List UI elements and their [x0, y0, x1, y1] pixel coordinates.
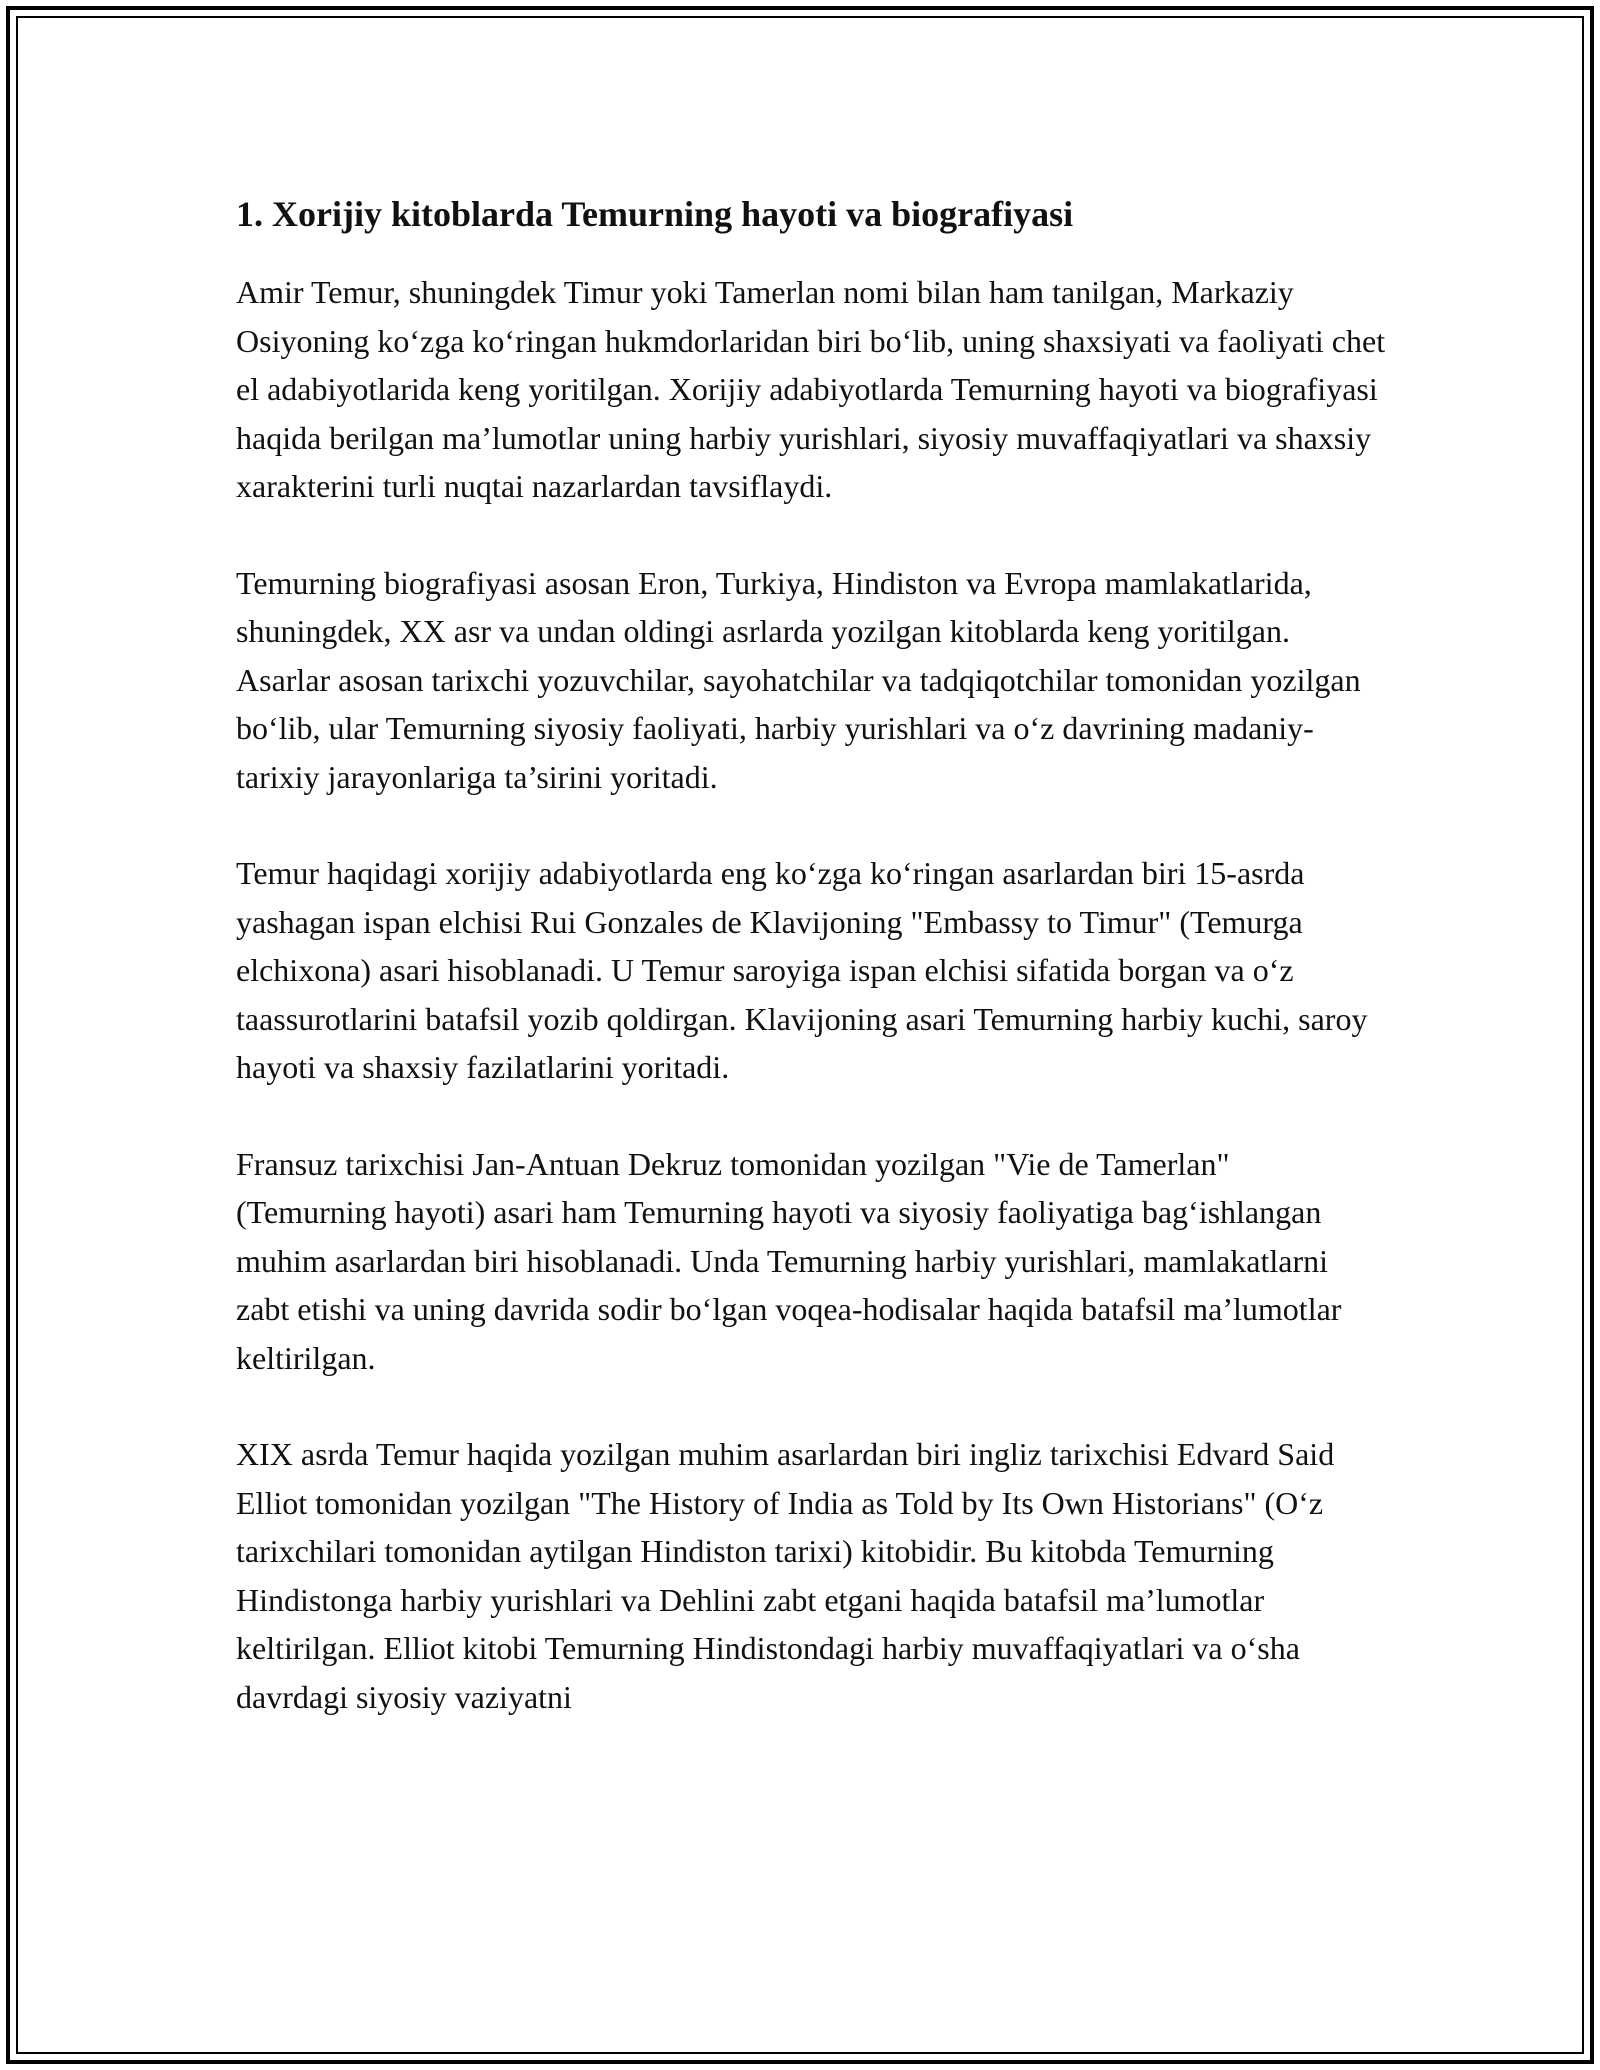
- section-heading: 1. Xorijiy kitoblarda Temurning hayoti va biografiyasi: [236, 194, 1074, 234]
- paragraph-1: Amir Temur, shuningdek Timur yoki Tamerlan nomi bilan ham tanilgan, Markaziy Osiyoning ko‘zga ko‘ringan hukmdorlaridan biri bo‘lib, uning shaxsiyati va faoliyati chet el adabiyotlarida keng yoritilgan. Xorijiy adabiyotlarda Temurning hayoti va biografiyasi haqida berilgan ma’lumotlar uning harbiy yurishlari, siyosiy muvaffaqiyatlari va shaxsiy xarakterini turli nuqtai nazarlardan tavsiflaydi.: [236, 274, 1386, 504]
- paragraph-4: Fransuz tarixchisi Jan-Antuan Dekruz tomonidan yozilgan "Vie de Tamerlan" (Temurning hayoti) asari ham Temurning hayoti va siyosiy faoliyatiga bag‘ishlangan muhim asarlardan biri hisoblanadi. Unda Temurning harbiy yurishlari, mamlakatlarni zabt etishi va uning davrida sodir bo‘lgan voqea-hodisalar haqida batafsil ma’lumotlar keltirilgan.: [236, 1145, 1342, 1376]
- paragraph-5: XIX asrda Temur haqida yozilgan muhim asarlardan biri ingliz tarixchisi Edvard Said Elliot tomonidan yozilgan "The History of India as Told by Its Own Historians" (O‘z tarixchilari tomonidan aytilgan Hindiston tarixi) kitobidir. Bu kitobda Temurning Hindistonga harbiy yurishlari va Dehlini zabt etgani haqida batafsil ma’lumotlar keltirilgan. Elliot kitobi Temurning Hindistondagi harbiy muvaffaqiyatlari va o‘sha davrdagi siyosiy vaziyatni: [236, 1436, 1335, 1715]
- paragraph-3: Temur haqidagi xorijiy adabiyotlarda eng ko‘zga ko‘ringan asarlardan biri 15-asrda yashagan ispan elchisi Rui Gonzales de Klavijoning "Embassy to Timur" (Temurga elchixona) asari hisoblanadi. U Temur saroyiga ispan elchisi sifatida borgan va o‘z taassurotlarini batafsil yozib qoldirgan. Klavijoning asari Temurning harbiy kuchi, saroy hayoti va shaxsiy fazilatlarini yoritadi.: [236, 855, 1368, 1085]
- document-body: [236, 186, 1386, 1769]
- paragraph-2: Temurning biografiyasi asosan Eron, Turkiya, Hindiston va Evropa mamlakatlarida, shuningdek, XX asr va undan oldingi asrlarda yozilgan kitoblarda keng yoritilgan. Asarlar asosan tarixchi yozuvchilar, sayohatchilar va tadqiqotchilar tomonidan yozilgan bo‘lib, ular Temurning siyosiy faoliyati, harbiy yurishlari va o‘z davrining madaniy-tarixiy jarayonlariga ta’sirini yoritadi.: [236, 564, 1361, 795]
